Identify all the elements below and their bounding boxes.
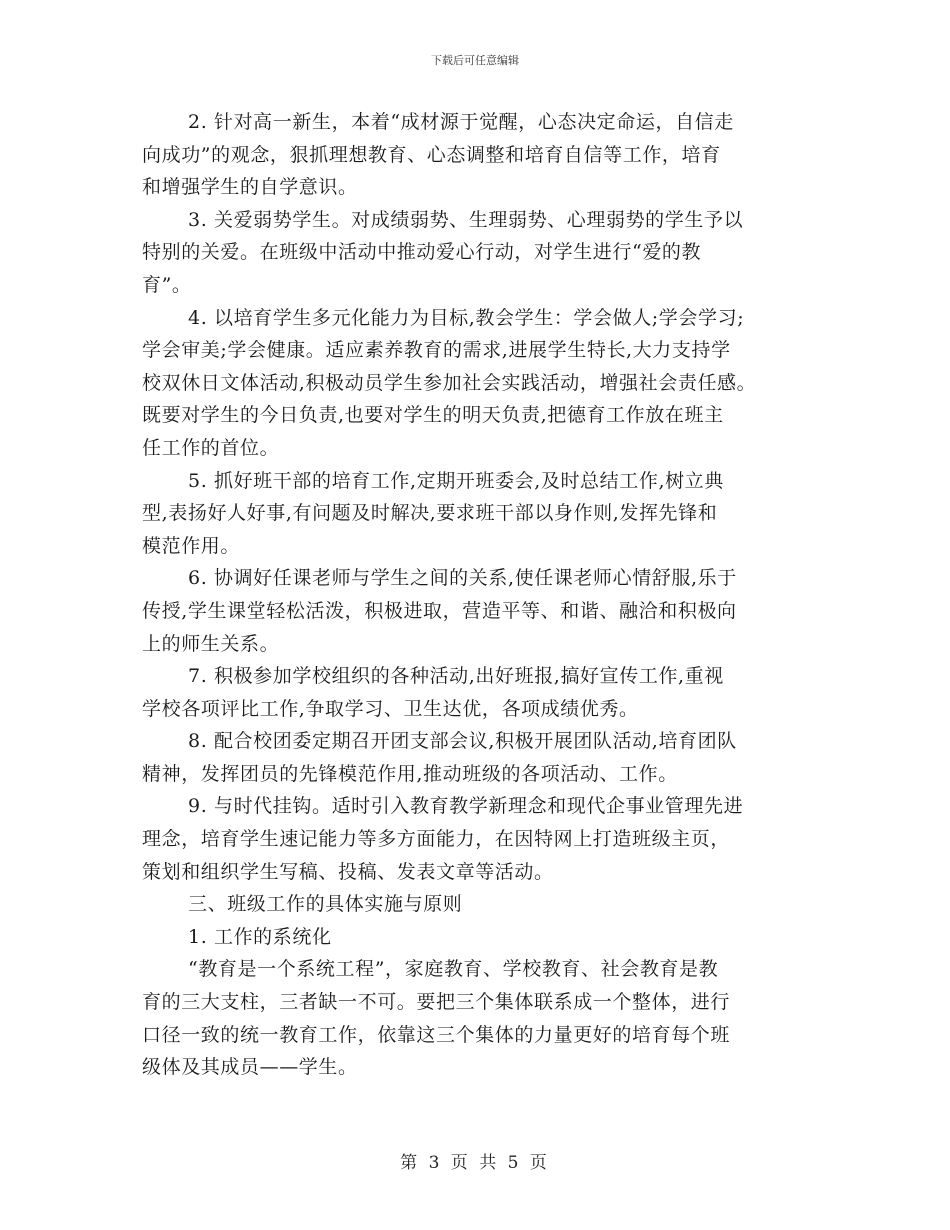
text-line: 1. 工作的系统化: [188, 925, 332, 948]
text-line: 策划和组织学生写稿、投稿、发表文章等活动。: [142, 860, 554, 883]
text-line: 模范作用。: [142, 534, 241, 557]
text-line: 育的三大支柱，三者缺一不可。要把三个集体联系成一个整体，进行: [142, 991, 731, 1014]
text-line: 和增强学生的自学意识。: [142, 176, 358, 199]
page-header: 下载后可任意编辑: [431, 54, 519, 67]
document-body: [142, 106, 822, 1084]
text-line: 三、班级工作的具体实施与原则: [188, 893, 463, 916]
text-line: 8. 配合校团委定期召开团支部会议,积极开展团队活动,培育团队: [188, 730, 737, 753]
text-line: “教育是一个系统工程”，家庭教育、学校教育、社会教育是教: [188, 958, 719, 981]
text-line: 任工作的首位。: [142, 436, 280, 459]
text-line: 2. 针对高一新生，本着“成材源于觉醒，心态决定命运，自信走: [188, 111, 734, 133]
text-line: 9. 与时代挂钩。适时引入教育教学新理念和现代企事业管理先进: [188, 795, 744, 818]
text-line: 3. 关爱弱势学生。对成绩弱势、生理弱势、心理弱势的学生予以: [188, 208, 744, 231]
text-line: 既要对学生的今日负责,也要对学生的明天负责,把德育工作放在班主: [142, 404, 724, 427]
text-line: 型,表扬好人好事,有问题及时解决,要求班干部以身作则,发挥先锋和: [142, 502, 718, 525]
text-line: 向成功”的观念，狠抓理想教育、心态调整和培育自信等工作，培育: [142, 143, 721, 166]
text-line: 特别的关爱。在班级中活动中推动爱心行动，对学生进行“爱的教: [142, 241, 702, 264]
text-line: 学校各项评比工作,争取学习、卫生达优，各项成绩优秀。: [142, 697, 639, 720]
text-line: 育”。: [142, 273, 192, 296]
text-line: 传授,学生课堂轻松活泼，积极进取，营造平等、和谐、融洽和积极向: [142, 599, 737, 622]
text-line: 精神，发挥团员的先锋模范作用,推动班级的各项活动、工作。: [142, 762, 678, 785]
text-line: 6. 协调好任课老师与学生之间的关系,使任课老师心情舒服,乐于: [188, 567, 737, 590]
text-line: 理念，培育学生速记能力等多方面能力，在因特网上打造班级主页，: [142, 828, 731, 851]
text-line: 上的师生关系。: [142, 632, 280, 655]
page-number-footer: 第 3 页 共 5 页: [400, 1153, 550, 1173]
text-line: 4. 以培育学生多元化能力为目标,教会学生：学会做人;学会学习;: [188, 306, 745, 329]
text-line: 级体及其成员——学生。: [142, 1056, 358, 1079]
text-line: 7. 积极参加学校组织的各种活动,出好班报,搞好宣传工作,重视: [188, 665, 724, 688]
text-line: 5. 抓好班干部的培育工作,定期开班委会,及时总结工作,树立典: [188, 469, 724, 492]
text-line: 学会审美;学会健康。适应素养教育的需求,进展学生特长,大力支持学: [142, 339, 731, 362]
text-line: 校双休日文体活动,积极动员学生参加社会实践活动，增强社会责任感。: [142, 371, 757, 394]
text-line: 口径一致的统一教育工作，依靠这三个集体的力量更好的培育每个班: [142, 1023, 731, 1046]
